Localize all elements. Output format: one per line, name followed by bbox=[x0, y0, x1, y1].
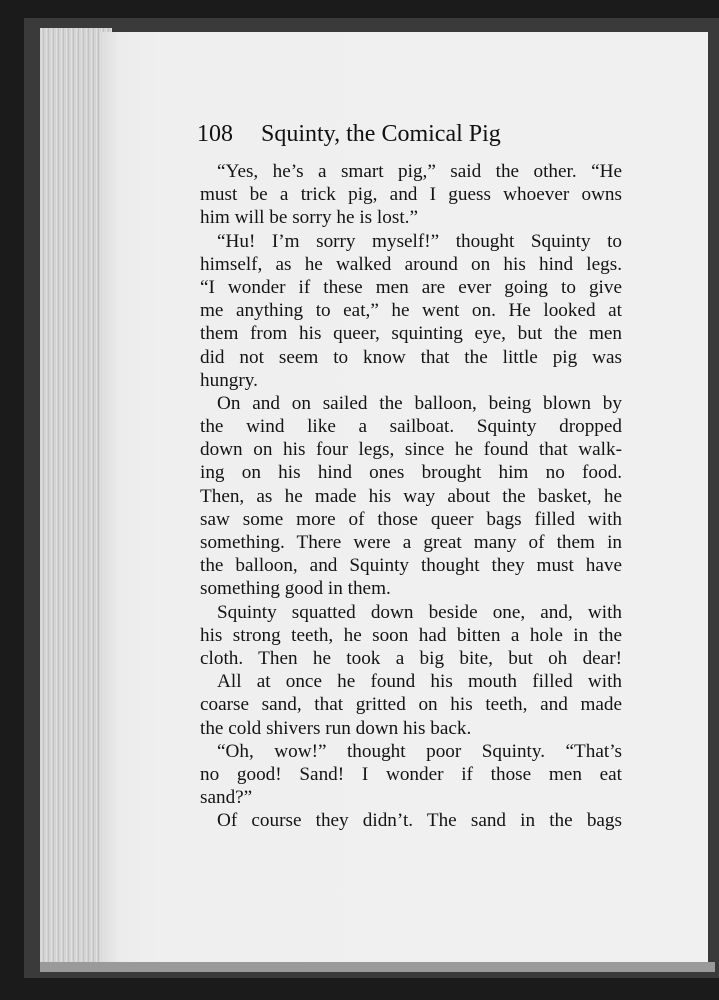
text-line: “Oh, wow!” thought poor Squinty. “That’s bbox=[217, 740, 622, 762]
text-line: the balloon, and Squinty thought they must have bbox=[200, 555, 622, 577]
text-line: Of course they didn’t. The sand in the bags bbox=[217, 810, 622, 832]
text-line: something good in them. bbox=[200, 578, 391, 600]
running-head: Squinty, the Comical Pig bbox=[261, 121, 501, 147]
text-line: cloth. Then he took a big bite, but oh dear! bbox=[200, 647, 622, 669]
text-line: On and on sailed the balloon, being blown by bbox=[217, 392, 622, 414]
text-line: did not seem to know that the little pig was bbox=[200, 346, 622, 368]
text-line: no good! Sand! I wonder if those men eat bbox=[200, 763, 622, 785]
text-line: something. There were a great many of them in bbox=[200, 532, 622, 553]
text-line: ing on his hind ones brought him no food. bbox=[200, 462, 622, 484]
text-line: Squinty squatted down beside one, and, with bbox=[217, 601, 622, 623]
text-line: the cold shivers run down his back. bbox=[200, 717, 472, 739]
text-line: saw some more of those queer bags filled with bbox=[200, 508, 622, 530]
text-line: him will be sorry he is lost.” bbox=[200, 207, 418, 229]
text-line: the wind like a sailboat. Squinty dropped bbox=[200, 416, 622, 438]
text-line: himself, as he walked around on his hind legs. bbox=[200, 253, 622, 275]
text-line: Then, as he made his way about the basket, he bbox=[200, 485, 622, 507]
text-line: them from his queer, squinting eye, but the men bbox=[200, 323, 622, 345]
text-line: “Hu! I’m sorry myself!” thought Squinty to bbox=[217, 230, 622, 252]
page-number: 108 bbox=[197, 121, 233, 147]
text-line: coarse sand, that gritted on his teeth, and made bbox=[200, 694, 622, 716]
text-line: All at once he found his mouth filled with bbox=[217, 671, 622, 693]
text-line: must be a trick pig, and I guess whoever owns bbox=[200, 184, 622, 206]
body-text bbox=[200, 160, 622, 832]
text-line: his strong teeth, he soon had bitten a hole in the bbox=[200, 624, 622, 646]
book-bottom-edge bbox=[40, 962, 715, 972]
text-line: “I wonder if these men are ever going to give bbox=[200, 276, 622, 298]
text-line: down on his four legs, since he found that walk- bbox=[200, 439, 622, 461]
text-line: me anything to eat,” he went on. He looked at bbox=[200, 300, 622, 322]
text-line: hungry. bbox=[200, 369, 258, 391]
text-line: “Yes, he’s a smart pig,” said the other. “He bbox=[217, 161, 622, 182]
page-header bbox=[197, 121, 637, 148]
text-line: sand?” bbox=[200, 787, 253, 809]
